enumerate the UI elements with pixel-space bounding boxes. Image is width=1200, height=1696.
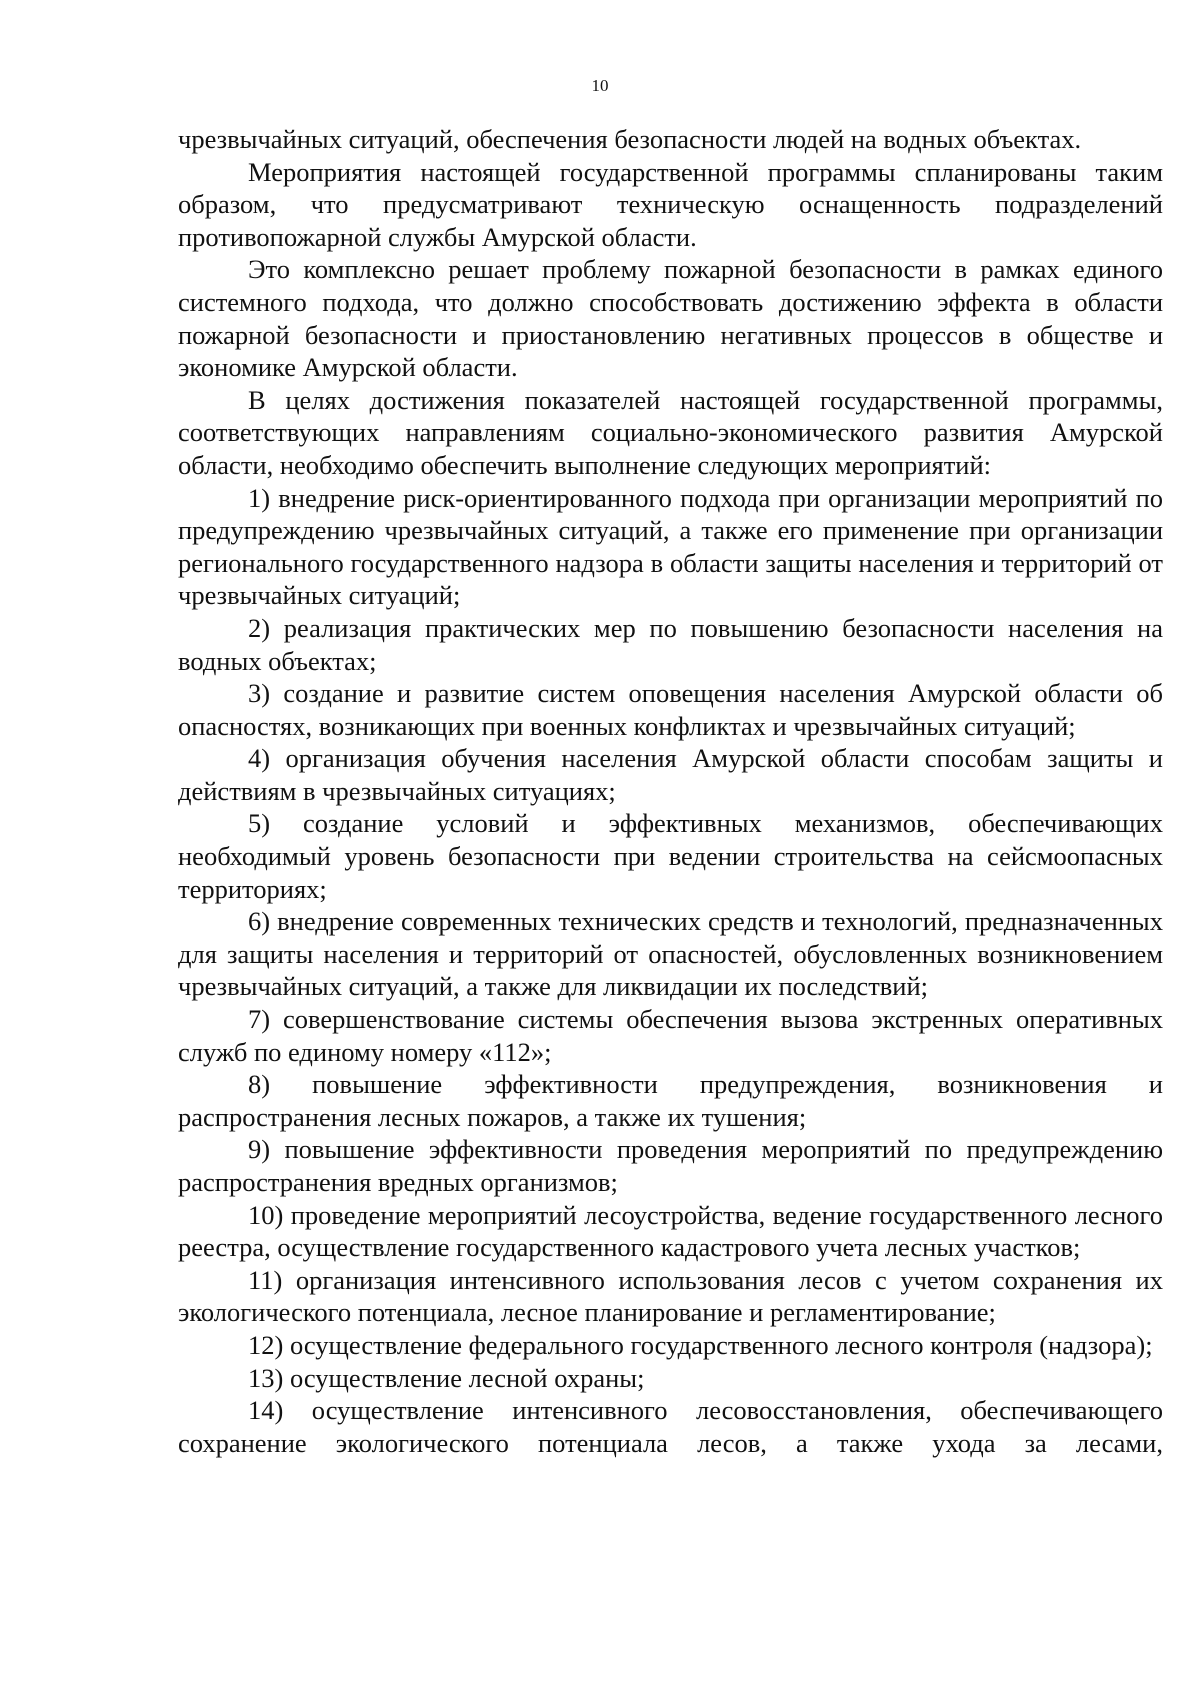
paragraph: В целях достижения показателей настоящей государственной программы, соответствующих направлениям социально-экономического развития Амурской области, необходимо обеспечить выполнение следующих мероприятий: bbox=[178, 384, 1163, 480]
list-item: 1) внедрение риск-ориентированного подхода при организации мероприятий по предупреждению чрезвычайных ситуаций, а также его применение при организации регионального государственного надзора в области защиты населения и территорий от чрезвычайных ситуаций; bbox=[178, 482, 1163, 611]
list-item: 13) осуществление лесной охраны; bbox=[248, 1362, 645, 1393]
paragraph: Это комплексно решает проблему пожарной безопасности в рамках единого системного подхода, что должно способствовать достижению эффекта в области пожарной безопасности и приостановлению негативных процессов в обществе и экономике Амурской области. bbox=[178, 254, 1163, 383]
paragraph-continuation: чрезвычайных ситуаций, обеспечения безопасности людей на водных объектах. bbox=[178, 124, 1082, 154]
list-item: 4) организация обучения населения Амурской области способам защиты и действиям в чрезвычайных ситуациях; bbox=[178, 743, 1163, 806]
list-item: 14) осуществление интенсивного лесовосстановления, обеспечивающего сохранение экологического потенциала лесов, а также ухода за лесами, bbox=[178, 1395, 1163, 1458]
list-item: 5) создание условий и эффективных механизмов, обеспечивающих необходимый уровень безопасности при ведении строительства на сейсмоопасных территориях; bbox=[178, 808, 1163, 904]
list-item: 3) создание и развитие систем оповещения населения Амурской области об опасностях, возникающих при военных конфликтах и чрезвычайных ситуаций; bbox=[178, 678, 1163, 741]
list-item: 8) повышение эффективности предупреждения, возникновения и распространения лесных пожаров, а также их тушения; bbox=[178, 1069, 1163, 1132]
list-item: 12) осуществление федерального государственного лесного контроля (надзора); bbox=[248, 1329, 1153, 1360]
list-item: 11) организация интенсивного использования лесов с учетом сохранения их экологического потенциала, лесное планирование и регламентирование; bbox=[178, 1264, 1163, 1328]
page-number: 10 bbox=[591, 76, 609, 95]
list-item: 9) повышение эффективности проведения мероприятий по предупреждению распространения вредных организмов; bbox=[178, 1134, 1163, 1197]
list-item: 6) внедрение современных технических средств и технологий, предназначенных для защиты населения и территорий от опасностей, обусловленных возникновением чрезвычайных ситуаций, а также для ликвидации их последствий; bbox=[178, 906, 1163, 1002]
list-item: 10) проведение мероприятий лесоустройства, ведение государственного лесного реестра, осуществление государственного кадастрового учета лесных участков; bbox=[178, 1199, 1163, 1263]
paragraph: Мероприятия настоящей государственной программы спланированы таким образом, что предусматривают техническую оснащенность подразделений противопожарной службы Амурской области. bbox=[178, 156, 1163, 252]
list-item: 7) совершенствование системы обеспечения вызова экстренных оперативных служб по единому номеру «112»; bbox=[178, 1004, 1163, 1067]
list-item: 2) реализация практических мер по повышению безопасности населения на водных объектах; bbox=[178, 612, 1163, 676]
document-body bbox=[178, 123, 1163, 1459]
